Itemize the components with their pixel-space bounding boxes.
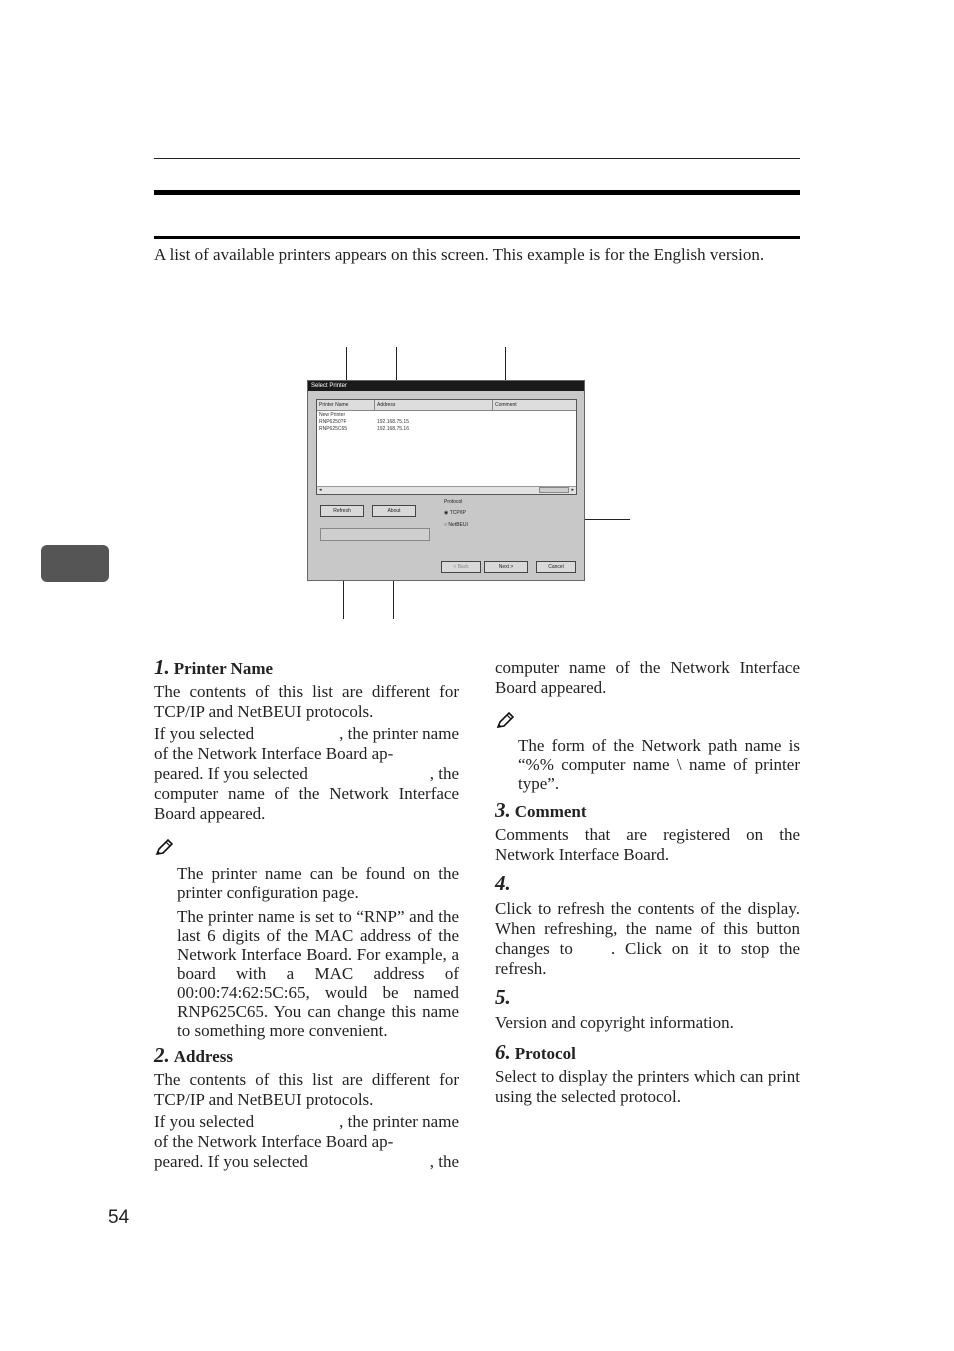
refresh-button[interactable]: Refresh <box>320 505 364 517</box>
section-2-heading: 2. Address <box>154 1043 233 1067</box>
radio-selected-icon: ◉ <box>444 510 449 516</box>
select-printer-dialog <box>307 380 585 581</box>
column-address[interactable]: Address <box>375 400 493 410</box>
intro-text: A list of available printers appears on this screen. This example is for the English version. <box>154 245 765 264</box>
column-printer-name[interactable]: Printer Name <box>317 400 375 410</box>
section-4-body: Click to refresh the contents of the display. When refreshing, the name of this button changes to . Click on it to stop the refresh. <box>495 899 800 978</box>
horizontal-scrollbar[interactable] <box>317 486 576 494</box>
status-field <box>320 528 430 541</box>
section-6-heading: 6. Protocol <box>495 1040 576 1064</box>
column-comment[interactable]: Comment <box>495 402 517 408</box>
page-number: 54 <box>108 1207 130 1228</box>
section-5-heading: 5. <box>495 985 511 1009</box>
dialog-title: Select Printer <box>308 381 584 391</box>
section-4-heading: 4. <box>495 871 511 895</box>
cancel-button[interactable]: Cancel <box>536 561 576 573</box>
section-1-heading: 1. Printer Name <box>154 655 274 679</box>
list-header <box>317 400 576 411</box>
section-3-body: Comments that are registered on the Network Interface Board. <box>495 825 800 864</box>
note-1: The printer name can be found on the printer configuration page. <box>177 864 459 902</box>
printer-list[interactable] <box>316 399 577 495</box>
radio-tcpip[interactable]: ◉ TCP/IP <box>444 510 466 516</box>
section-1-body: The contents of this list are different for TCP/IP and NetBEUI protocols. <box>154 682 459 721</box>
next-button[interactable]: Next > <box>484 561 528 573</box>
protocol-group <box>444 498 468 532</box>
radio-empty-icon: ○ <box>444 522 448 528</box>
radio-netbeui[interactable]: ○ NetBEUI <box>444 522 468 528</box>
scroll-left-icon[interactable]: ◂ <box>319 487 322 493</box>
section-2-body: The contents of this list are different for TCP/IP and NetBEUI protocols. <box>154 1070 459 1109</box>
chapter-tab <box>41 545 109 582</box>
scroll-right-icon[interactable]: ▸ <box>571 487 574 493</box>
scroll-thumb[interactable] <box>539 487 569 493</box>
note-2: The printer name is set to “RNP” and the last 6 digits of the MAC address of the Network Interface Board. For example, a board with a MAC address of 00:00:74:62:5C:65, would be named RNP625C65. You can change this name to something more convenient. <box>177 907 459 1040</box>
note-pencil-icon <box>154 838 174 858</box>
back-button[interactable]: < Back <box>441 561 481 573</box>
section-3-heading: 3. Comment <box>495 798 587 822</box>
header-rule-thin <box>154 158 800 159</box>
section-6-body: Select to display the printers which can print using the selected protocol. <box>495 1067 800 1106</box>
section-2-selection-text: If you selected , the printer name of the Network Interface Board ap- peared. If you selected , the <box>154 1112 459 1171</box>
about-button[interactable]: About <box>372 505 416 517</box>
list-item[interactable]: RNP6250?F 192.168.75.15 <box>319 419 409 425</box>
note-3: The form of the Network path name is “%% computer name \ name of printer type”. <box>518 736 800 793</box>
header-rule-thick <box>154 190 800 195</box>
section-2-continuation: computer name of the Network Interface Board appeared. <box>495 658 800 697</box>
list-item[interactable]: New Printer <box>319 412 346 418</box>
section-5-body: Version and copyright information. <box>495 1013 734 1032</box>
protocol-label: Protocol <box>444 499 463 505</box>
section-rule <box>154 236 800 239</box>
section-1-selection-text: If you selected , the printer name of the Network Interface Board ap- peared. If you selected , the computer name of the Network Interface Board appeared. <box>154 724 459 823</box>
note-pencil-icon <box>495 711 515 731</box>
list-item[interactable]: RNP625C65 192.168.75.16 <box>319 426 409 432</box>
